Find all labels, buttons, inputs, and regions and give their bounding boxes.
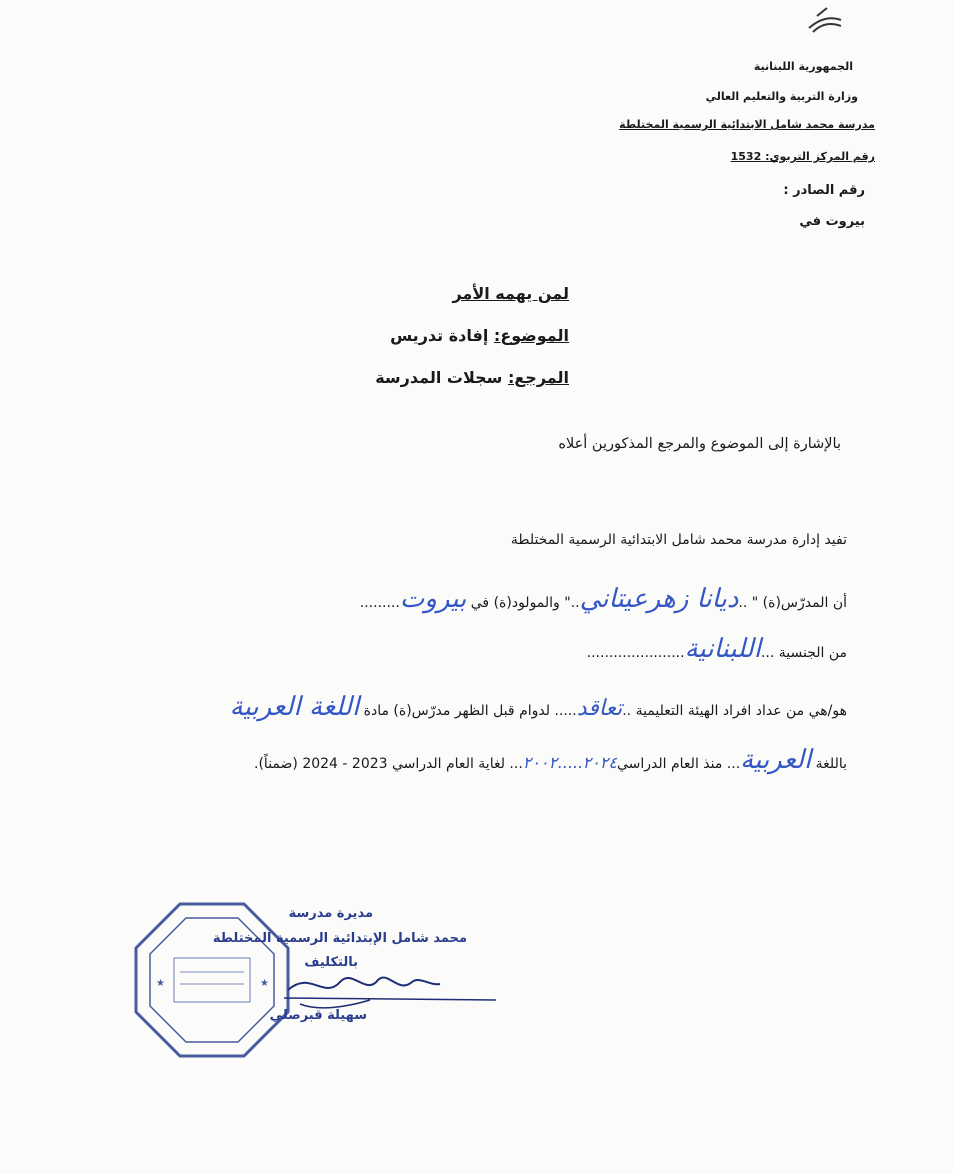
reference-label: المرجع: xyxy=(507,368,569,387)
signature-title-1: مديرة مدرسة xyxy=(288,906,373,921)
svg-text:★: ★ xyxy=(260,978,269,989)
handwritten-signature-icon xyxy=(280,960,500,1030)
republic-line: الجمهورية اللبنانية xyxy=(753,60,853,73)
to-whom-heading: لمن يهمه الأمر xyxy=(452,284,569,303)
intro-paragraph: بالإشارة إلى الموضوع والمرجع المذكورين أعلاه xyxy=(558,436,841,452)
reference-value: سجلات المدرسة xyxy=(375,368,503,387)
body-line-4-a: هو/هي من عداد افراد الهيئة التعليمية .. xyxy=(622,703,847,719)
issue-number-line: رقم الصادر : xyxy=(783,183,865,198)
since-year: ٢٠٢٤.....٢٠٠٢ xyxy=(522,753,617,772)
body-line-3 xyxy=(587,634,847,664)
subject-label: الموضوع: xyxy=(493,326,569,345)
place-date-line: بيروت في xyxy=(799,214,865,229)
reference-heading xyxy=(375,368,569,387)
school-line: مدرسة محمد شامل الابتدائية الرسمية المختلطة xyxy=(619,118,875,131)
body-line-4-b: ..... لدوام قبل الظهر مدرّس(ة) مادة xyxy=(363,703,577,719)
signature-title-2: محمد شامل الإبتدائية الرسمية المختلطة xyxy=(212,931,467,946)
body-line-3-b: ...................... xyxy=(586,645,685,661)
teaching-subject: اللغة العربية xyxy=(229,692,360,722)
subject-heading xyxy=(390,326,569,345)
teacher-name: ديانا زهرعيتاني xyxy=(579,584,739,614)
school-stamp-icon xyxy=(132,900,292,1060)
center-code-line: رقم المركز التربوي: 1532 xyxy=(730,150,875,163)
svg-text:★: ★ xyxy=(156,978,165,989)
body-line-5-c: ... لغاية العام الدراسي 2023 - 2024 (ضمناً). xyxy=(254,756,523,772)
body-line-5-b: ... منذ العام الدراسي xyxy=(616,756,741,772)
body-line-5 xyxy=(254,745,847,775)
signatory-name: سهيلة قبرصلي xyxy=(269,1008,367,1023)
teaching-language: العربية xyxy=(740,745,812,775)
signature-title-3: بالتكليف xyxy=(304,955,358,970)
birthplace: بيروت xyxy=(399,584,467,614)
nationality: اللبنانية xyxy=(684,634,761,664)
ministry-line: وزارة التربية والتعليم العالي xyxy=(705,90,858,103)
body-line-1: تفيد إدارة مدرسة محمد شامل الابتدائية الرسمية المختلطة xyxy=(510,532,847,548)
ministry-logo-icon xyxy=(805,6,845,36)
subject-value: إفادة تدريس xyxy=(390,326,489,345)
body-line-2-b: .." والمولود(ة) في xyxy=(470,595,580,611)
body-line-2 xyxy=(360,584,847,614)
body-line-5-a: باللغة xyxy=(815,756,847,772)
body-line-2-a: أن المدرّس(ة) " .. xyxy=(738,595,847,611)
body-line-3-a: من الجنسية ... xyxy=(760,645,847,661)
body-line-4 xyxy=(230,692,847,722)
body-line-2-c: ......... xyxy=(359,595,400,611)
employment-status: تعاقد xyxy=(576,696,623,721)
